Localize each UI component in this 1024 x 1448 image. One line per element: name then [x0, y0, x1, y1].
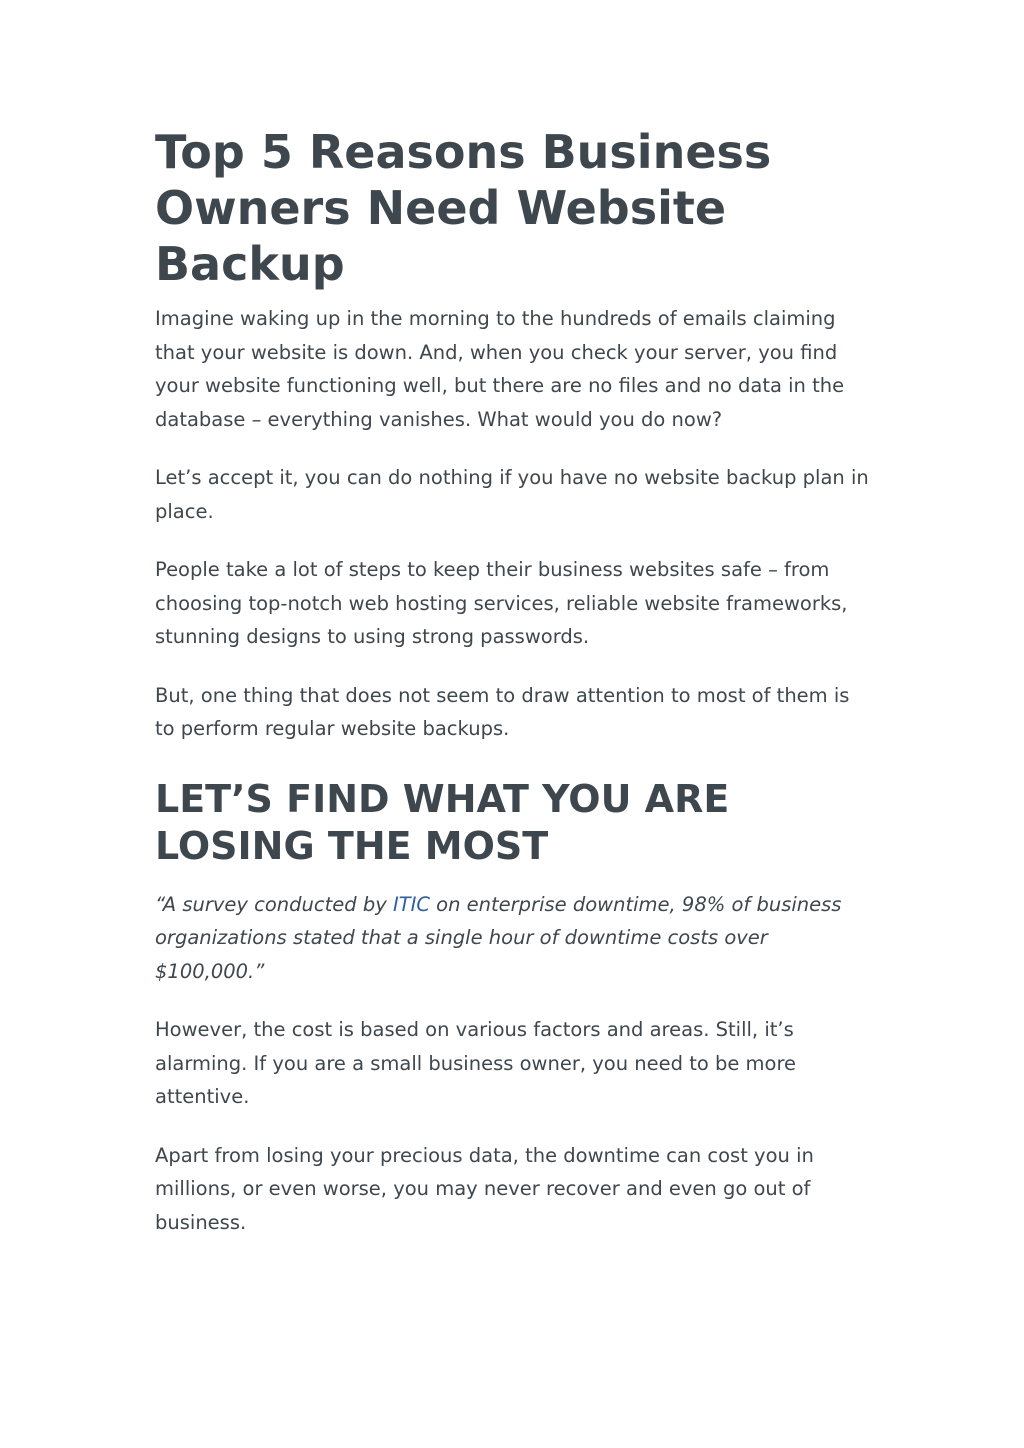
article: [155, 124, 875, 1239]
survey-quote: [155, 888, 875, 989]
intro-paragraph-4: But, one thing that does not seem to draw attention to most of them is to perform regular website backups.: [155, 683, 850, 740]
quote-text-before: “A survey conducted by: [155, 892, 393, 916]
article-title: Top 5 Reasons Business Owners Need Website Backup: [155, 125, 772, 291]
itic-link[interactable]: ITIC: [392, 892, 430, 916]
closing-paragraph-1: However, the cost is based on various factors and areas. Still, it’s alarming. If you are a small business owner, you need to be more attentive.: [155, 1018, 797, 1108]
intro-paragraph-3: People take a lot of steps to keep their business websites safe – from choosing top-notch web hosting services, reliable website frameworks, stunning designs to using strong passwords.: [155, 558, 848, 648]
quote-text-after: on enterprise downtime, 98% of business organizations stated that a single hour of downtime costs over $100,000.”: [155, 892, 842, 983]
intro-paragraph-2: Let’s accept it, you can do nothing if you have no website backup plan in place.: [155, 466, 869, 523]
section-heading: LET’S FIND WHAT YOU ARE LOSING THE MOST: [155, 776, 730, 868]
intro-paragraph-1: Imagine waking up in the morning to the hundreds of emails claiming that your website is down. And, when you check your server, you find your website functioning well, but there are no files and no data in the database – everything vanishes. What would you do now?: [155, 307, 845, 431]
closing-paragraph-2: Apart from losing your precious data, the downtime can cost you in millions, or even worse, you may never recover and even go out of business.: [155, 1143, 814, 1234]
